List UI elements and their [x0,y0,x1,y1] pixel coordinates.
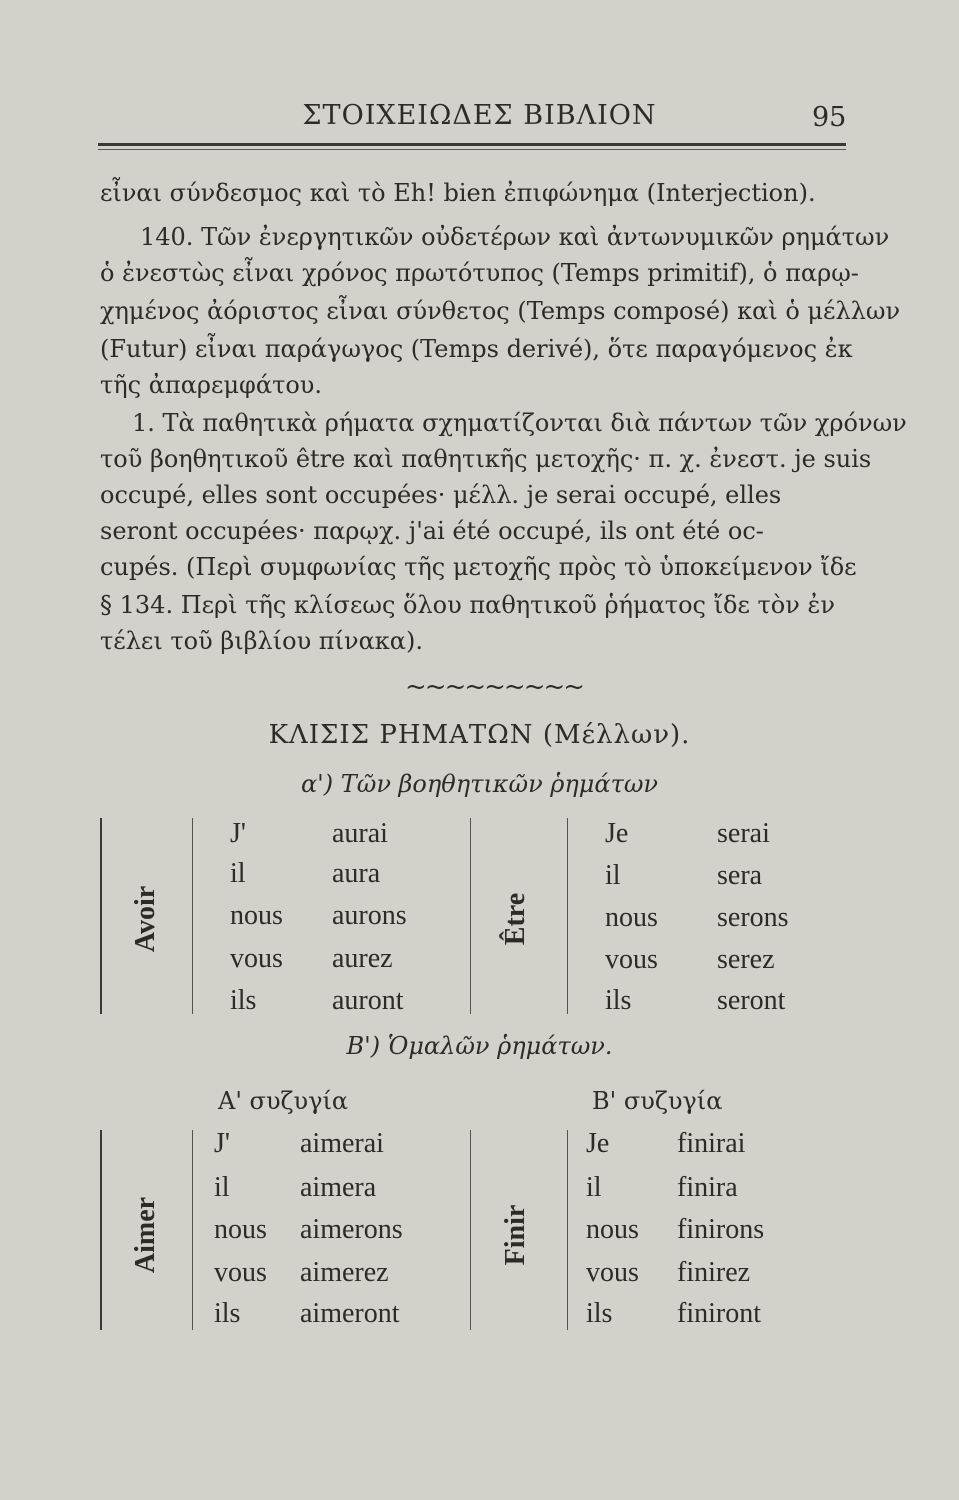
verb-label-avoir: Avoir [130,885,161,953]
verb-form: aurai [332,818,388,849]
pronoun: J' [214,1128,230,1159]
text-line: 1. Τὰ παθητικὰ ρήματα σχηματίζονται διὰ πάντων τῶν χρόνων [132,409,907,437]
pronoun: il [605,860,621,891]
pronoun: vous [586,1257,639,1288]
table-rule [192,818,193,1014]
pronoun: Je [586,1128,610,1159]
ornament-divider: ~~~~~~~~~ [405,672,584,702]
running-head: ΣΤΟΙΧΕΙΩΔΕΣ ΒΙΒΛΙΟΝ [302,100,657,131]
pronoun: il [230,858,246,889]
pronoun: nous [230,900,283,931]
pronoun: ils [230,985,257,1016]
text-line: 140. Τῶν ἐνεργητικῶν οὐδετέρων καὶ ἀντωνυμικῶν ρημάτων [140,223,890,251]
text-line: εἶναι σύνδεσμος καὶ τὸ Eh! bien ἐπιφώνημα (Interjection). [100,179,816,207]
verb-form: finirons [677,1214,765,1245]
table-rule [567,1130,568,1330]
pronoun: ils [214,1298,241,1329]
table-rule [100,818,102,1014]
verb-form: aimerons [300,1214,403,1245]
table-rule [470,1130,471,1330]
pronoun: il [586,1172,602,1203]
verb-form: aura [332,858,381,889]
verb-form: aimera [300,1172,377,1203]
pronoun: J' [230,818,246,849]
verb-form: sera [717,860,763,891]
pronoun: ils [586,1298,613,1329]
conjugation-label: Α' συζυγία [218,1087,349,1115]
pronoun: nous [214,1214,267,1245]
verb-label-finir: Finir [500,1204,531,1266]
verb-form: finira [677,1172,738,1203]
verb-form: serons [717,902,789,933]
text-line: τέλει τοῦ βιβλίου πίνακα). [100,627,423,655]
table-rule [470,818,471,1014]
pronoun: nous [605,902,658,933]
text-line: τοῦ βοηθητικοῦ être καὶ παθητικῆς μετοχῆς· π. χ. ἐνεστ. je suis [100,445,872,473]
verb-form: serai [717,818,770,849]
verb-form: aimerez [300,1257,389,1288]
text-line: ὁ ἐνεστὼς εἶναι χρόνος πρωτότυπος (Temps primitif), ὁ παρῳ- [100,259,859,287]
text-line: (Futur) εἶναι παράγωγος (Temps derivé), ὅτε παραγόμενος ἐκ [100,335,853,363]
verb-form: finirai [677,1128,746,1159]
page-number: 95 [812,102,847,133]
verb-label-aimer: Aimer [130,1196,161,1274]
verb-form: finiront [677,1298,761,1329]
text-line: seront occupées· παρῳχ. j'ai été occupé, ils ont été oc- [100,517,764,545]
pronoun: vous [230,943,283,974]
pronoun: nous [586,1214,639,1245]
verb-form: aurez [332,943,393,974]
conjugation-label: Β' συζυγία [592,1087,723,1115]
table-rule [192,1130,193,1330]
table-rule [100,1130,102,1330]
subsection-title: Β') Ὁμαλῶν ῥημάτων. [346,1032,613,1060]
pronoun: il [214,1172,230,1203]
pronoun: vous [214,1257,267,1288]
text-line: occupé, elles sont occupées· μέλλ. je serai occupé, elles [100,481,782,509]
table-rule [567,818,568,1014]
pronoun: Je [605,818,629,849]
verb-form: serez [717,944,775,975]
verb-form: seront [717,985,786,1016]
verb-form: auront [332,985,404,1016]
pronoun: ils [605,985,632,1016]
verb-form: aurons [332,900,407,931]
text-line: cupés. (Περὶ συμφωνίας τῆς μετοχῆς πρὸς τὸ ὑποκείμενον ἴδε [100,553,857,581]
text-line: § 134. Περὶ τῆς κλίσεως ὅλου παθητικοῦ ῥήματος ἴδε τὸν ἐν [100,591,835,619]
verb-label-etre: Être [500,892,531,946]
verb-form: aimeront [300,1298,400,1329]
text-line: χημένος ἀόριστος εἶναι σύνθετος (Temps composé) καὶ ὁ μέλλων [100,297,901,325]
section-title: ΚΛΙΣΙΣ ΡΗΜΑΤΩΝ (Μέλλων). [268,720,691,750]
subsection-title: α') Τῶν βοηθητικῶν ῥημάτων [300,770,659,798]
text-line: τῆς ἀπαρεμφάτου. [100,371,323,399]
verb-form: finirez [677,1257,751,1288]
header-rule-thin [98,149,846,150]
verb-form: aimerai [300,1128,384,1159]
pronoun: vous [605,944,658,975]
header-rule [98,143,846,146]
